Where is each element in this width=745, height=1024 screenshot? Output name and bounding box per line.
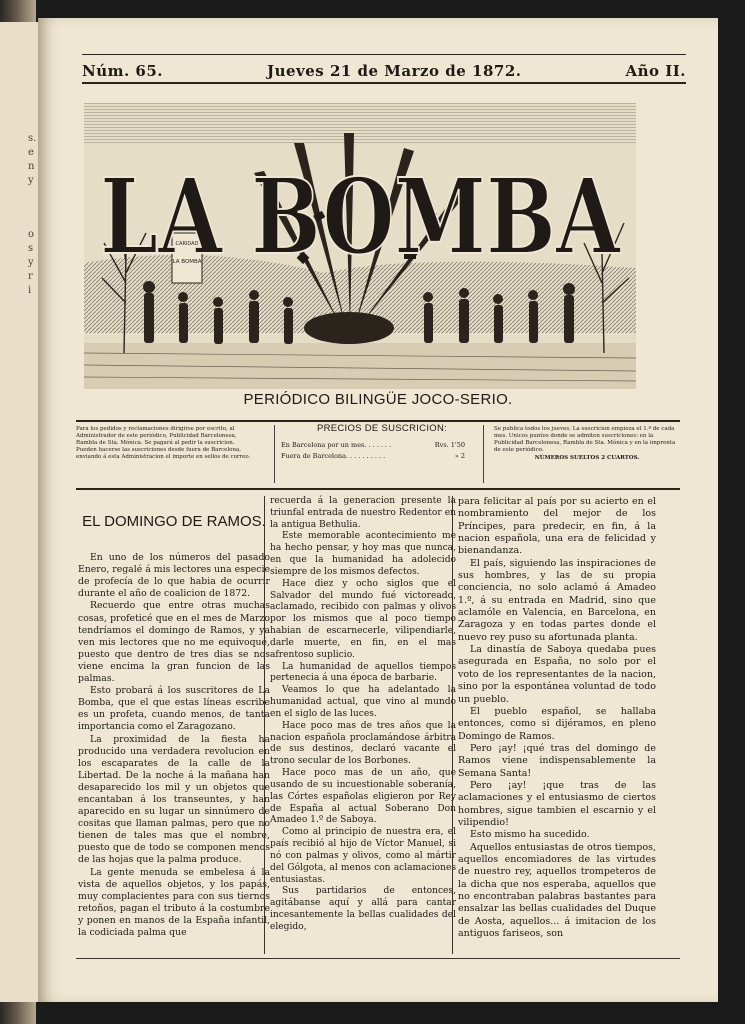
paragraph: Hace poco mas de un año, que usando de su incuestionable soberanía, las Córtes españolas eligieron por Rey de España al actual Soberano Don Amadeo 1.º de Saboya. (270, 768, 456, 826)
paragraph: Esto mismo ha sucedido. (470, 829, 590, 841)
left-page-fragment: n (28, 161, 35, 172)
masthead-illustration (84, 103, 636, 389)
paragraph: El pueblo español, se hallaba entonces, como si dijéramos, en pleno Domingo de Ramos. (458, 705, 656, 742)
left-page-fragment: s. (28, 133, 37, 144)
paragraph: Esto probará á los suscritores de La Bomba, que el que estas líneas escribe es un profeta, cuando menos, de tanta importancia como el Zaragozano. (78, 685, 270, 733)
left-page-fragment: i (28, 285, 32, 296)
left-page-fragment: o (28, 229, 35, 240)
issue-number: Núm. 65. (82, 62, 164, 80)
paragraph: La humanidad de aquellos tiempos pertenecia á una época de barbarie. (270, 661, 456, 684)
sky-hatching (84, 103, 636, 143)
header-rule-top (82, 54, 686, 55)
paragraph: Sus partidarios de entonces, agitábanse aquí y allá para cantar incesantemente la bellas cualidades del elegido, (270, 886, 456, 932)
paragraph: Recuerdo que entre otras muchas cosas, profeticé que en el mes de Marzo tendríamos el domingo de Ramos, y ya ven mis lectores que no me equivoqué, puesto que dentro de tres dias se nos viene encima la gran funcion de las palmas. (78, 600, 270, 685)
paragraph: La dinastía de Saboya quedaba pues asegurada en España, no solo por el voto de los representantes de la nacion, sino por la espontánea voluntad de todo un pueblo. (458, 644, 656, 705)
poster-sign-text: LA BOMBA (172, 259, 202, 265)
bomb-crater (304, 312, 394, 344)
issue-date: Jueves 21 de Marzo de 1872. (266, 62, 522, 80)
paragraph: Pero ¡ay! ¡que tras de las aclamaciones y el entusiasmo de ciertos hombres, sigue tambien el escarnio y el vilipendio! (458, 779, 656, 828)
paragraph: Pero ¡ay! ¡qué tras del domingo de Ramos viene indispensablemente la Semana Santa! (458, 742, 656, 779)
column-rule (452, 496, 453, 954)
left-page-fragment: e (28, 147, 34, 158)
paragraph: Como al principio de nuestra era, el país recibió al hijo de Víctor Manuel, si nó con palmas y olivos, como al mártir del Gólgota, al menos con aclamaciones entusiastas. (270, 827, 456, 885)
price-label: En Barcelona por un mes. . . . . . . (281, 441, 392, 449)
paragraph: Hace diez y ocho siglos que el Salvador del mundo fué victoreado, aclamado, recibido con palmas y olivos por los mismos que al poco tiempo habian de escarnecerle, vilipendiarle, darle muerte, en fin, en el mas afrentoso suplicio. (270, 578, 456, 660)
paragraph: Hace poco mas de tres años que la nacion española proclamándose árbitra de sus destinos, declaró vacante el trono secular de los Borbones. (270, 720, 456, 767)
price-label: Fuera de Barcelona. . . . . . . . . . (281, 452, 386, 460)
left-page-fragment: y (28, 175, 34, 186)
article-column-3 (458, 496, 656, 940)
paragraph: recuerda á la generacion presente la triunfal entrada de nuestro Redentor en la antigua Bethulia. (270, 496, 456, 530)
newspaper-title: LA BOMBA (100, 155, 622, 278)
paragraph: Aquellos entusiastas de otros tiempos, aquellos encomiadores de las virtudes de nuestro rey, aquellos trompeteros de la dicha que nos esperaba, aquellos que no encontraban palabras bastantes para ensalzar las bellas cualidades del Duque de Aosta, aquellos... á imitacion de los antiguos fariseos, son (458, 841, 656, 940)
paragraph: Este memorable acontecimiento me ha hecho pensar, y hoy mas que nunca, en que la humanidad ha adolecido siempre de los mismos defectos. (270, 531, 456, 577)
price-value: Rvs. 1'50 (434, 441, 465, 449)
left-page-fragment: y (28, 257, 34, 268)
subscription-box (76, 420, 680, 490)
subscription-instructions: Para los pedidos y reclamaciones dirigirse por escrito, al Administrador de este periódico, Publicidad Barcelonesa, Rambla de Sta. Mónica. Se pagará al pedir la suscricion. Pueden hacerse las suscriciones desde fuera de Barcelona, enviando á esta Administracion el importe en sellos de correo. (76, 426, 251, 460)
masthead-row (82, 62, 686, 80)
newspaper-page (38, 18, 718, 1002)
bottom-rule (76, 958, 680, 959)
left-page-fragment: s (28, 243, 34, 254)
single-copy-price: NÚMEROS SUELTOS 2 CUARTOS. (534, 455, 640, 461)
left-page-fragment: r (28, 271, 33, 282)
price-row (281, 451, 483, 462)
paragraph: para felicitar al país por su acierto en el nombramiento del mejor de los Príncipes, para predecir, en fin, á la nacion española, una era de felicidad y bienandanza. (458, 496, 656, 557)
paragraph: Veamos lo que ha adelantado la humanidad actual, que vino al mundo en el siglo de las luces. (270, 685, 456, 719)
issue-year: Año II. (625, 62, 686, 80)
newspaper-subtitle: PERIÓDICO BILINGÜE JOCO-SERIO. (243, 391, 513, 408)
column-rule (264, 496, 265, 954)
article-column-2 (270, 496, 456, 934)
price-value: » 2 (454, 452, 465, 460)
subscription-prices (274, 425, 484, 483)
price-row (281, 440, 483, 451)
poster-sign-top: CARIDAD (175, 241, 199, 247)
header-rule-bottom (82, 82, 686, 84)
subscription-points: Se publica todos los jueves. La suscricion empieza el 1.º de cada mes. Unicos puntos donde se admiten suscriciones: en la Publicidad Barcelonesa, Rambla de Sta. Mónica y en la imprenta de este periódico. (494, 426, 676, 453)
left-page-edge (0, 22, 41, 1002)
article-column-1 (78, 496, 270, 939)
paragraph: La gente menuda se embelesa á la vista de aquellos objetos, y los papás, muy complacientes para con sus tiernos retoños, pagan el tributo á la costumbre y ponen en manos de la España infantil, la codiciada palma que (78, 866, 270, 938)
article-title: EL DOMINGO DE RAMOS. (82, 513, 266, 530)
subscription-title: PRECIOS DE SUSCRICION: (316, 423, 448, 434)
subscription-info (494, 426, 680, 462)
paragraph: El país, siguiendo las inspiraciones de sus hombres, y las de su propia conciencia, no solo aclamó á Amadeo 1.º, á su entrada en Madrid, sino que aclamóle en Valencia, en Barcelona, en Zaragoza y en todas partes donde el nuevo rey puso su afortunada planta. (458, 557, 656, 643)
paragraph: La proximidad de la fiesta ha producido una verdadera revolucion en los escaparates de la calle de la Libertad. De la noche á la mañana han desaparecido los mil y un objetos que encantaban á los transeuntes, y han aparecido en su lugar un sinnúmero de cositas que llaman palmas, pero que no tienen de tales mas que el nombre, puesto que de todo se componen menos de las hojas que la palma produce. (78, 733, 270, 866)
paragraph: En uno de los números del pasado Enero, regalé á mis lectores una especie de profecía de lo que habia de ocurrir durante el año de coalicion de 1872. (78, 552, 270, 600)
